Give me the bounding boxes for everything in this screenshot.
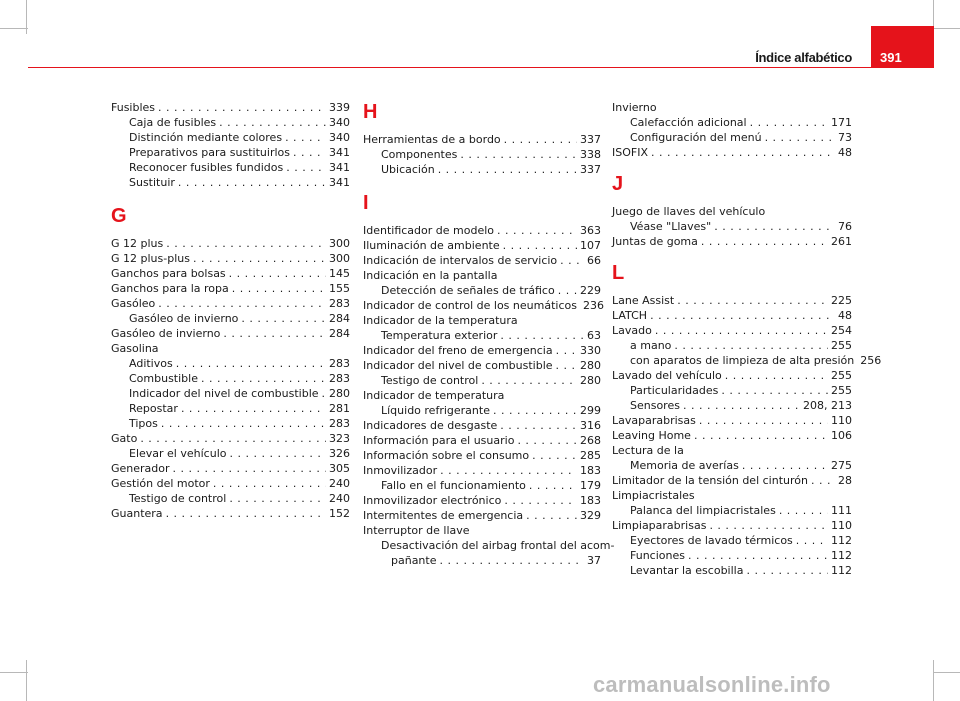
entry-label: Gasóleo de invierno bbox=[111, 327, 221, 340]
leader-dots bbox=[178, 175, 326, 190]
index-entry bbox=[111, 326, 350, 341]
entry-page: 171 bbox=[831, 116, 852, 129]
entry-label: G 12 plus bbox=[111, 237, 164, 250]
entry-label: Funciones bbox=[630, 549, 685, 562]
index-subentry bbox=[111, 145, 350, 160]
entry-label: Gasóleo de invierno bbox=[129, 312, 239, 325]
entry-label: G 12 plus-plus bbox=[111, 252, 190, 265]
index-subentry bbox=[111, 356, 350, 371]
index-subentry bbox=[363, 162, 601, 177]
leader-dots bbox=[229, 491, 326, 506]
leader-dots bbox=[193, 251, 326, 266]
entry-label: Identificador de modelo bbox=[363, 224, 495, 237]
entry-label: Memoria de averías bbox=[630, 459, 739, 472]
index-subentry bbox=[363, 147, 601, 162]
index-entry bbox=[612, 473, 852, 488]
entry-page: 280 bbox=[329, 387, 350, 400]
entry-label: Lavado bbox=[612, 324, 652, 337]
entry-page: 300 bbox=[329, 252, 350, 265]
entry-label: Levantar la escobilla bbox=[630, 564, 744, 577]
index-subentry bbox=[111, 371, 350, 386]
index-subentry bbox=[612, 219, 852, 234]
entry-page: 305 bbox=[329, 462, 350, 475]
index-subentry bbox=[612, 353, 882, 368]
index-entry bbox=[612, 145, 852, 160]
entry-label: pañante bbox=[391, 554, 437, 567]
entry-page: 112 bbox=[831, 549, 852, 562]
leader-dots bbox=[683, 398, 800, 413]
leader-dots bbox=[173, 461, 326, 476]
index-entry: Lectura de la bbox=[612, 444, 684, 457]
index-entry bbox=[363, 298, 604, 313]
entry-label: Indicación de intervalos de servicio bbox=[363, 254, 558, 267]
entry-page: 255 bbox=[831, 369, 852, 382]
entry-page: 155 bbox=[329, 282, 350, 295]
entry-page: 183 bbox=[580, 464, 601, 477]
leader-dots bbox=[460, 147, 577, 162]
entry-page: 256 bbox=[860, 354, 882, 367]
entry-page: 152 bbox=[329, 507, 350, 520]
entry-page: 326 bbox=[329, 447, 350, 460]
leader-dots bbox=[750, 115, 828, 130]
entry-page: 283 bbox=[329, 357, 350, 370]
index-column-1 bbox=[111, 100, 350, 521]
index-entry: Limpiacristales bbox=[612, 489, 695, 502]
entry-label: Herramientas de a bordo bbox=[363, 133, 501, 146]
index-entry bbox=[612, 323, 852, 338]
entry-label: Guantera bbox=[111, 507, 163, 520]
index-entry bbox=[612, 518, 852, 533]
index-subentry bbox=[363, 328, 601, 343]
leader-dots bbox=[796, 533, 828, 548]
entry-page: 341 bbox=[329, 176, 350, 189]
index-entry bbox=[612, 428, 852, 443]
index-subentry bbox=[111, 491, 350, 506]
index-entry: Gasolina bbox=[111, 342, 159, 355]
entry-label: Información para el usuario bbox=[363, 434, 515, 447]
entry-label: Componentes bbox=[381, 148, 458, 161]
index-subentry bbox=[612, 130, 852, 145]
entry-label: Detección de señales de tráfico bbox=[381, 284, 555, 297]
entry-page: 323 bbox=[329, 432, 350, 445]
index-subentry bbox=[111, 175, 350, 190]
entry-page: 363 bbox=[580, 224, 601, 237]
entry-label: con aparatos de limpieza de alta presión bbox=[630, 354, 855, 367]
entry-page: 284 bbox=[329, 327, 350, 340]
index-subentry bbox=[111, 446, 350, 461]
entry-page: 340 bbox=[329, 131, 350, 144]
index-entry bbox=[363, 418, 601, 433]
leader-dots bbox=[779, 503, 828, 518]
leader-dots bbox=[725, 368, 828, 383]
leader-dots bbox=[765, 130, 835, 145]
entry-page: 183 bbox=[580, 494, 601, 507]
index-entry bbox=[363, 238, 601, 253]
entry-page: 283 bbox=[329, 417, 350, 430]
leader-dots bbox=[721, 383, 828, 398]
entry-label: Limpiaparabrisas bbox=[612, 519, 707, 532]
entry-page: 280 bbox=[580, 374, 601, 387]
entry-label: Generador bbox=[111, 462, 170, 475]
crop-mark bbox=[933, 660, 934, 701]
leader-dots bbox=[714, 219, 835, 234]
entry-label: Sustituir bbox=[129, 176, 175, 189]
leader-dots bbox=[158, 296, 326, 311]
entry-label: Configuración del menú bbox=[630, 131, 762, 144]
section-letter: G bbox=[111, 205, 127, 227]
index-subentry bbox=[612, 563, 852, 578]
section-letter: J bbox=[612, 173, 624, 195]
entry-page: 255 bbox=[831, 384, 852, 397]
leader-dots bbox=[219, 115, 326, 130]
entry-page: 229 bbox=[580, 284, 601, 297]
index-entry bbox=[363, 433, 601, 448]
leader-dots bbox=[742, 458, 828, 473]
leader-dots bbox=[811, 473, 835, 488]
crop-mark bbox=[0, 672, 28, 673]
leader-dots bbox=[493, 403, 577, 418]
leader-dots bbox=[556, 343, 577, 358]
index-entry bbox=[111, 476, 350, 491]
index-subentry bbox=[612, 503, 852, 518]
entry-page: 66 bbox=[587, 254, 601, 267]
index-subentry bbox=[612, 533, 852, 548]
index-entry bbox=[111, 251, 350, 266]
entry-page: 145 bbox=[329, 267, 350, 280]
leader-dots bbox=[688, 548, 828, 563]
index-subentry bbox=[612, 115, 852, 130]
entry-page: 339 bbox=[329, 101, 350, 114]
leader-dots bbox=[500, 328, 584, 343]
leader-dots bbox=[655, 323, 828, 338]
index-entry: Indicador de la temperatura bbox=[363, 314, 518, 327]
leader-dots bbox=[241, 311, 326, 326]
leader-dots bbox=[694, 428, 828, 443]
index-entry: Indicación en la pantalla bbox=[363, 269, 498, 282]
leader-dots bbox=[166, 506, 326, 521]
leader-dots bbox=[223, 326, 326, 341]
index-subentry bbox=[612, 398, 852, 413]
entry-page: 299 bbox=[580, 404, 601, 417]
leader-dots bbox=[560, 253, 584, 268]
entry-page: 283 bbox=[329, 297, 350, 310]
entry-page: 261 bbox=[831, 235, 852, 248]
entry-label: Elevar el vehículo bbox=[129, 447, 227, 460]
index-entry bbox=[111, 266, 350, 281]
entry-page: 112 bbox=[831, 534, 852, 547]
index-entry bbox=[363, 253, 601, 268]
entry-label: Inmovilizador bbox=[363, 464, 438, 477]
entry-page: 37 bbox=[587, 554, 601, 567]
entry-page: 337 bbox=[580, 133, 601, 146]
entry-label: Combustible bbox=[129, 372, 198, 385]
index-subentry bbox=[612, 458, 852, 473]
entry-page: 283 bbox=[329, 372, 350, 385]
entry-label: Ganchos para la ropa bbox=[111, 282, 229, 295]
leader-dots bbox=[503, 238, 577, 253]
leader-dots bbox=[201, 371, 326, 386]
entry-label: Ganchos para bolsas bbox=[111, 267, 226, 280]
entry-label: Gato bbox=[111, 432, 138, 445]
entry-page: 112 bbox=[831, 564, 852, 577]
entry-label: Sensores bbox=[630, 399, 680, 412]
entry-label: Distinción mediante colores bbox=[129, 131, 283, 144]
index-column-2 bbox=[363, 100, 615, 568]
page-title: Índice alfabético bbox=[755, 50, 852, 65]
entry-label: Juntas de goma bbox=[612, 235, 698, 248]
index-entry: Juego de llaves del vehículo bbox=[612, 205, 766, 218]
entry-page: 73 bbox=[838, 131, 852, 144]
section-letter: H bbox=[363, 101, 378, 123]
entry-label: Eyectores de lavado térmicos bbox=[630, 534, 793, 547]
leader-dots bbox=[674, 338, 828, 353]
entry-label: Gasóleo bbox=[111, 297, 156, 310]
index-entry bbox=[363, 508, 601, 523]
entry-page: 255 bbox=[831, 339, 852, 352]
entry-label: Palanca del limpiacristales bbox=[630, 504, 776, 517]
index-subentry bbox=[363, 283, 601, 298]
leader-dots bbox=[746, 563, 828, 578]
entry-page: 280 bbox=[580, 359, 601, 372]
index-entry bbox=[363, 223, 601, 238]
entry-page: 110 bbox=[831, 414, 852, 427]
index-subentry bbox=[111, 115, 350, 130]
leader-dots bbox=[140, 431, 326, 446]
entry-page: 110 bbox=[831, 519, 852, 532]
entry-continuation bbox=[381, 553, 601, 568]
entry-page: 275 bbox=[831, 459, 852, 472]
leader-dots bbox=[158, 100, 326, 115]
section-letter: I bbox=[363, 192, 369, 214]
entry-page: 281 bbox=[329, 402, 350, 415]
entry-label: Fusibles bbox=[111, 101, 156, 114]
leader-dots bbox=[532, 448, 577, 463]
index-entry bbox=[363, 343, 601, 358]
entry-label: Limitador de la tensión del cinturón bbox=[612, 474, 808, 487]
leader-dots bbox=[677, 293, 828, 308]
entry-label: Desactivación del airbag frontal del acom- bbox=[381, 539, 615, 552]
entry-label: Lavaparabrisas bbox=[612, 414, 696, 427]
leader-dots bbox=[438, 162, 577, 177]
entry-label: Véase "Llaves" bbox=[630, 220, 712, 233]
entry-label: Iluminación de ambiente bbox=[363, 239, 500, 252]
entry-label: Testigo de control bbox=[129, 492, 227, 505]
entry-page: 254 bbox=[831, 324, 852, 337]
entry-page: 106 bbox=[831, 429, 852, 442]
index-subentry bbox=[612, 548, 852, 563]
entry-label: Aditivos bbox=[129, 357, 173, 370]
entry-page: 340 bbox=[329, 116, 350, 129]
entry-label: Líquido refrigerante bbox=[381, 404, 490, 417]
header-rule bbox=[28, 67, 871, 68]
index-subentry bbox=[363, 373, 601, 388]
entry-page: 107 bbox=[580, 239, 601, 252]
entry-label: Indicadores de desgaste bbox=[363, 419, 498, 432]
entry-label: ISOFIX bbox=[612, 146, 648, 159]
entry-label: Ubicación bbox=[381, 163, 435, 176]
entry-label: Particularidades bbox=[630, 384, 719, 397]
index-subentry bbox=[111, 160, 350, 175]
index-entry: Invierno bbox=[612, 101, 657, 114]
crop-mark bbox=[26, 660, 27, 701]
entry-page: 268 bbox=[580, 434, 601, 447]
entry-label: Indicador de control de los neumáticos bbox=[363, 299, 577, 312]
index-subentry bbox=[363, 478, 601, 493]
entry-label: Indicador del freno de emergencia bbox=[363, 344, 553, 357]
entry-label: a mano bbox=[630, 339, 672, 352]
index-entry bbox=[111, 461, 350, 476]
entry-page: 28 bbox=[838, 474, 852, 487]
entry-page: 208, 213 bbox=[803, 399, 852, 412]
leader-dots bbox=[556, 358, 577, 373]
crop-mark bbox=[933, 28, 960, 29]
page-number: 391 bbox=[880, 50, 902, 65]
entry-label: Temperatura exterior bbox=[381, 329, 498, 342]
entry-page: 341 bbox=[329, 146, 350, 159]
entry-label: Información sobre el consumo bbox=[363, 449, 530, 462]
entry-page: 48 bbox=[838, 146, 852, 159]
leader-dots bbox=[229, 266, 326, 281]
index-subentry bbox=[612, 338, 852, 353]
entry-page: 240 bbox=[329, 492, 350, 505]
index-entry: Indicador de temperatura bbox=[363, 389, 505, 402]
entry-page: 300 bbox=[329, 237, 350, 250]
crop-mark bbox=[0, 28, 28, 29]
entry-label: Tipos bbox=[129, 417, 158, 430]
index-subentry bbox=[111, 386, 350, 401]
entry-label: Caja de fusibles bbox=[129, 116, 217, 129]
entry-page: 225 bbox=[831, 294, 852, 307]
index-entry bbox=[612, 234, 852, 249]
entry-page: 329 bbox=[580, 509, 601, 522]
entry-page: 76 bbox=[838, 220, 852, 233]
leader-dots bbox=[500, 418, 577, 433]
entry-page: 316 bbox=[580, 419, 601, 432]
entry-label: Gestión del motor bbox=[111, 477, 210, 490]
leader-dots bbox=[650, 308, 835, 323]
entry-page: 240 bbox=[329, 477, 350, 490]
entry-label: Preparativos para sustituirlos bbox=[129, 146, 290, 159]
index-entry bbox=[111, 281, 350, 296]
index-subentry bbox=[363, 403, 601, 418]
entry-page: 63 bbox=[587, 329, 601, 342]
index-subentry bbox=[111, 401, 350, 416]
watermark: carmanualsonline.info bbox=[593, 672, 831, 697]
leader-dots bbox=[504, 493, 577, 508]
entry-label: Indicador del nivel de combustible bbox=[129, 387, 319, 400]
index-entry: Interruptor de llave bbox=[363, 524, 470, 537]
index-entry bbox=[111, 236, 350, 251]
index-subentry bbox=[111, 416, 350, 431]
index-entry bbox=[111, 431, 350, 446]
index-entry bbox=[363, 463, 601, 478]
crop-mark bbox=[933, 672, 960, 673]
entry-page: 338 bbox=[580, 148, 601, 161]
leader-dots bbox=[497, 223, 577, 238]
index-entry bbox=[363, 493, 601, 508]
entry-label: Indicador del nivel de combustible bbox=[363, 359, 553, 372]
entry-label: Repostar bbox=[129, 402, 178, 415]
index-column-3 bbox=[612, 100, 882, 578]
index-entry bbox=[111, 100, 350, 115]
entry-page: 284 bbox=[329, 312, 350, 325]
leader-dots bbox=[701, 234, 828, 249]
entry-label: Calefacción adicional bbox=[630, 116, 747, 129]
index-subentry bbox=[612, 383, 852, 398]
index-subentry bbox=[111, 130, 350, 145]
index-entry bbox=[612, 293, 852, 308]
leader-dots bbox=[166, 236, 326, 251]
leader-dots bbox=[293, 145, 326, 160]
entry-page: 48 bbox=[838, 309, 852, 322]
entry-label: LATCH bbox=[612, 309, 648, 322]
leader-dots bbox=[176, 356, 326, 371]
index-entry bbox=[612, 308, 852, 323]
entry-label: Testigo de control bbox=[381, 374, 479, 387]
leader-dots bbox=[229, 446, 326, 461]
leader-dots bbox=[651, 145, 835, 160]
leader-dots bbox=[709, 518, 828, 533]
index-entry bbox=[612, 368, 852, 383]
leader-dots bbox=[529, 478, 577, 493]
leader-dots bbox=[322, 386, 326, 401]
leader-dots bbox=[286, 160, 326, 175]
entry-page: 285 bbox=[580, 449, 601, 462]
entry-page: 330 bbox=[580, 344, 601, 357]
entry-label: Leaving Home bbox=[612, 429, 691, 442]
entry-label: Reconocer fusibles fundidos bbox=[129, 161, 284, 174]
entry-page: 236 bbox=[582, 299, 604, 312]
index-subentry bbox=[363, 538, 615, 568]
index-entry bbox=[363, 358, 601, 373]
leader-dots bbox=[517, 433, 577, 448]
leader-dots bbox=[699, 413, 828, 428]
leader-dots bbox=[161, 416, 326, 431]
index-entry bbox=[111, 296, 350, 311]
entry-label: Lavado del vehículo bbox=[612, 369, 722, 382]
leader-dots bbox=[526, 508, 577, 523]
leader-dots bbox=[213, 476, 326, 491]
index-subentry bbox=[111, 311, 350, 326]
entry-label: Fallo en el funcionamiento bbox=[381, 479, 526, 492]
entry-label: Lane Assist bbox=[612, 294, 675, 307]
index-entry bbox=[111, 506, 350, 521]
leader-dots bbox=[481, 373, 577, 388]
entry-label: Inmovilizador electrónico bbox=[363, 494, 502, 507]
section-letter: L bbox=[612, 262, 625, 284]
leader-dots bbox=[181, 401, 326, 416]
entry-label: Intermitentes de emergencia bbox=[363, 509, 524, 522]
index-entry bbox=[363, 448, 601, 463]
index-entry bbox=[363, 132, 601, 147]
entry-page: 341 bbox=[329, 161, 350, 174]
leader-dots bbox=[504, 132, 577, 147]
entry-page: 337 bbox=[580, 163, 601, 176]
entry-page: 111 bbox=[831, 504, 852, 517]
leader-dots bbox=[285, 130, 326, 145]
leader-dots bbox=[440, 553, 585, 568]
index-entry bbox=[612, 413, 852, 428]
leader-dots bbox=[558, 283, 577, 298]
leader-dots bbox=[232, 281, 326, 296]
leader-dots bbox=[440, 463, 577, 478]
entry-page: 179 bbox=[580, 479, 601, 492]
